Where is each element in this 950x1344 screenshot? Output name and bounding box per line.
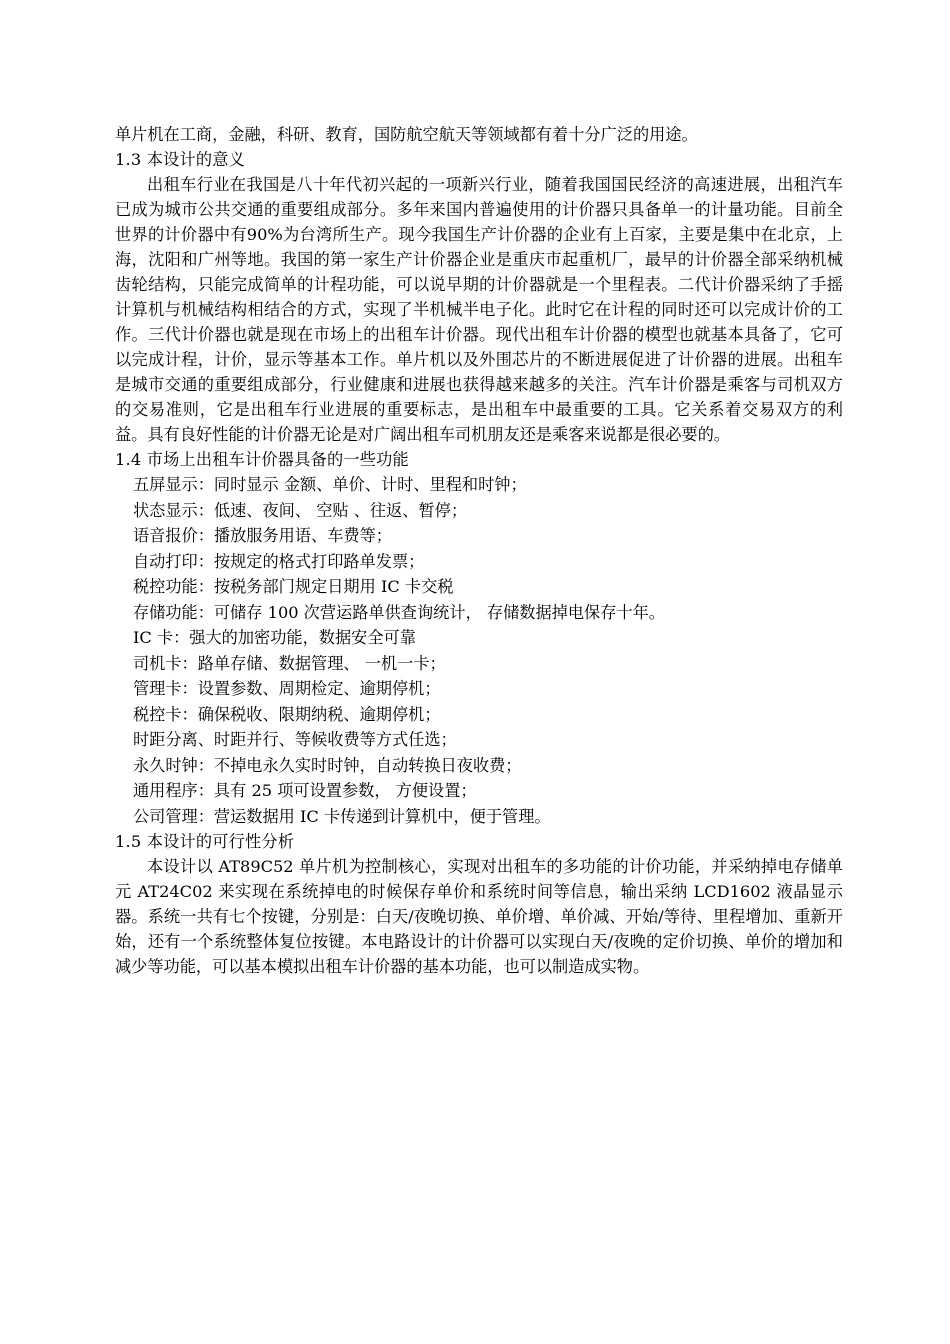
list-item: 通用程序：具有 25 项可设置参数， 方便设置； <box>133 781 477 800</box>
list-item: 存储功能：可储存 100 次营运路单供查询统计， 存储数据掉电保存十年。 <box>133 602 665 622</box>
section-1-4-heading: 1.4 市场上出租车计价器具备的一些功能 <box>115 450 409 469</box>
document-body <box>115 122 843 979</box>
list-item: 时距分离、时距并行、等候收费等方式任选； <box>133 730 457 749</box>
list-item: IC 卡：强大的加密功能，数据安全可靠 <box>133 628 416 647</box>
list-item: 五屏显示：同时显示 金额、单价、计时、里程和时钟； <box>133 475 527 494</box>
list-item: 语音报价：播放服务用语、车费等； <box>133 526 392 545</box>
section-1-5-paragraph: 本设计以 AT89C52 单片机为控制核心，实现对出租车的多功能的计价功能，并采纳掉电存储单元 AT24C02 来实现在系统掉电的时候保存单价和系统时间等信息，输出采纳 LCD1602 液晶显示器。系统一共有七个按键，分别是：白天/夜晚切换、单价增、单价减、开始/等待、里程增加、重新开始，还有一个系统整体复位按键。本电路设计的计价器可以实现白天/夜晚的定价切换、单价的增加和减少等功能，可以基本模拟出租车计价器的基本功能，也可以制造成实物。 <box>115 857 843 976</box>
list-item: 自动打印：按规定的格式打印路单发票； <box>133 551 425 571</box>
section-1-3-heading: 1.3 本设计的意义 <box>115 150 246 169</box>
list-item: 司机卡：路单存储、数据管理、 一机一卡； <box>133 653 446 673</box>
list-item: 管理卡：设置参数、周期检定、逾期停机； <box>133 679 441 698</box>
list-item: 永久时钟：不掉电永久实时时钟，自动转换日夜收费； <box>133 755 522 775</box>
section-1-3-paragraph: 出租车行业在我国是八十年代初兴起的一项新兴行业，随着我国国民经济的高速进展，出租汽车已成为城市公共交通的重要组成部分。多年来国内普遍使用的计价器只具备单一的计量功能。目前全世界的计价器中有90%为台湾所生产。现今我国生产计价器的企业有上百家，主要是集中在北京，上海，沈阳和广州等地。我国的第一家生产计价器企业是重庆市起重机厂，最早的计价器全部采纳机械齿轮结构，只能完成简单的计程功能，可以说早期的计价器就是一个里程表。二代计价器采纳了手摇计算机与机械结构相结合的方式，实现了半机械半电子化。此时它在计程的同时还可以完成计价的工作。三代计价器也就是现在市场上的出租车计价器。现代出租车计价器的模型也就基本具备了，它可以完成计程，计价，显示等基本工作。单片机以及外围芯片的不断进展促进了计价器的进展。出租车是城市交通的重要组成部分，行业健康和进展也获得越来越多的关注。汽车计价器是乘客与司机双方的交易准则，它是出租车行业进展的重要标志，是出租车中最重要的工具。它关系着交易双方的利益。具有良好性能的计价器无论是对广阔出租车司机朋友还是乘客来说都是很必要的。 <box>115 175 843 444</box>
list-item: 公司管理：营运数据用 IC 卡传递到计算机中，便于管理。 <box>133 806 551 826</box>
section-1-5-heading: 1.5 本设计的可行性分析 <box>115 832 295 851</box>
function-list <box>115 472 843 829</box>
list-item: 税控功能：按税务部门规定日期用 IC 卡交税 <box>133 577 454 596</box>
list-item: 税控卡：确保税收、限期纳税、逾期停机； <box>133 704 441 724</box>
intro-line: 单片机在工商，金融，科研、教育，国防航空航天等领域都有着十分广泛的用途。 <box>115 125 698 144</box>
list-item: 状态显示：低速、夜间、 空贴 、往返、暂停； <box>133 500 468 520</box>
